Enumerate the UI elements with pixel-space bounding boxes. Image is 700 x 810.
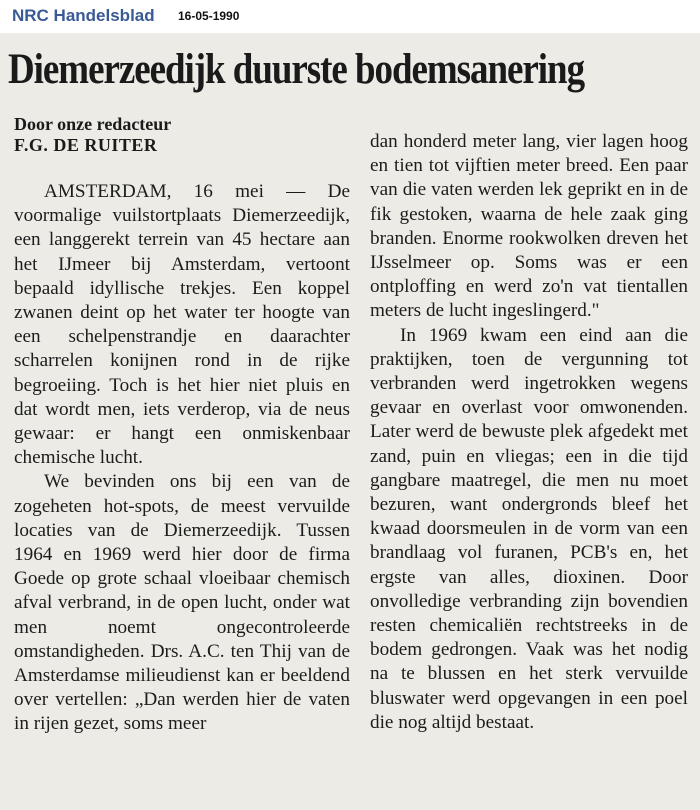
paragraph: AMSTERDAM, 16 mei — De voormalige vuilstortplaats Diemerzeedijk, een langgerekt terrein van 45 hectare aan het IJmeer bij Amsterdam, vertoont bepaald idyllische trekjes. Een koppel zwanen deint op het water ter hoogte van een schelpenstrandje en daarachter scharrelen konijnen rond in de rijke begroeiing. Toch is het hier niet pluis en dat wordt men, iets verderop, via de neus gewaar: er hangt een onmiskenbaar chemische lucht. — [14, 181, 350, 469]
byline-intro: Door onze redacteur — [14, 114, 172, 134]
byline-author: F.G. DE RUITER — [14, 135, 158, 155]
newspaper-name: NRC Handelsblad — [12, 6, 155, 25]
clipping-header — [0, 0, 700, 32]
article-column-1 — [14, 180, 350, 737]
publication-date: 16-05-1990 — [178, 9, 240, 23]
paragraph: In 1969 kwam een eind aan die praktijken, toen de vergunning tot verbranden werd ingetrokken wegens gevaar en overlast voor omwonenden. Later werd de bewuste plek afgedekt met zand, puin en vliegas; een in die tijd gangbare maatregel, die men nu moet bezuren, want ondergronds bleef het kwaad doorsmeulen in de vorm van een brandlaag vol furanen, PCB's en, het ergste van alles, dioxinen. Door onvolledige verbranding zijn bovendien resten chemicaliën rechtstreeks in de bodem gedrongen. Vaak was het nodig na te blussen en het sterk vervuilde bluswater werd opgevangen in een poel die nog altijd bestaat. — [370, 324, 688, 733]
paragraph: We bevinden ons bij een van de zogeheten hot-spots, de meest vervuilde locaties van de Diemerzeedijk. Tussen 1964 en 1969 werd hier door de firma Goede op grote schaal vloeibaar chemisch afval verbrand, in de open lucht, onder wat men noemt ongecontroleerde omstandigheden. Drs. A.C. ten Thij van de Amsterdamse milieudienst kan er beeldend over vertellen: „Dan werden hier de vaten in rijen gezet, soms meer — [14, 471, 350, 735]
article-column-2 — [370, 130, 688, 735]
article-headline: Diemerzeedijk duurste bodemsanering — [8, 46, 585, 93]
paragraph: dan honderd meter lang, vier lagen hoog en tien tot vijftien meter breed. Een paar van die vaten werden lek geprikt en in de fik gestoken, waarna de hele zaak ging branden. Enorme rookwolken dreven het IJsselmeer op. Soms was er een ontploffing en werd zo'n vat tientallen meters de lucht ingeslingerd." — [370, 131, 688, 322]
